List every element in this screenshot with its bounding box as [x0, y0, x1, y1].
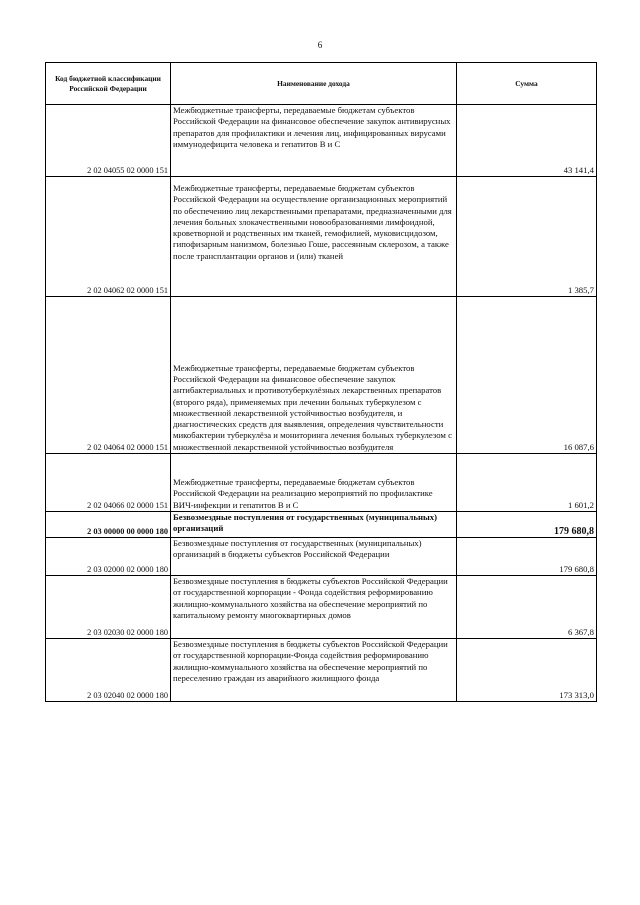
row-name: Безвозмездные поступления от государственных (муниципальных) организаций: [171, 512, 457, 538]
row-name: Межбюджетные трансферты, передаваемые бюджетам субъектов Российской Федерации на осуществление организационных мероприятий по обеспечению лиц лекарственными препаратами, предназначенными для лечения больных злокачественными новообразованиями лимфоидной, кроветворной и родственных им тканей, гемофилией, муковисцидозом, гипофизарным нанизмом, болезнью Гоше, рассеянным склерозом, а также после трансплантации органов и (или) тканей: [171, 177, 457, 297]
row-name: Межбюджетные трансферты, передаваемые бюджетам субъектов Российской Федерации на финансовое обеспечение закупок антибактериальных и противотуберкулёзных лекарственных препаратов (второго ряда), применяемых при лечении больных туберкулезом с множественной лекарственной устойчивостью возбудителя, и диагностических средств для выявления, определения чувствительности микобактерии туберкулёза и мониторинга лечения больных туберкулезом с множественной лекарственной устойчивостью возбудителя: [171, 297, 457, 454]
table-row: [46, 512, 597, 538]
header-code: Код бюджетной классификации Российской Федерации: [46, 63, 171, 105]
row-code: 2 03 02030 02 0000 180: [46, 576, 171, 639]
row-code: 2 02 04055 02 0000 151: [46, 105, 171, 177]
row-name: Безвозмездные поступления в бюджеты субъектов Российской Федерации от государственной корпорации-Фонда содействия реформированию жилищно-коммунального хозяйства на обеспечение мероприятий по переселению граждан из аварийного жилищного фонда: [171, 639, 457, 702]
row-sum: 173 313,0: [457, 639, 597, 702]
row-sum: 6 367,8: [457, 576, 597, 639]
page-number: 6: [317, 40, 323, 50]
row-sum: 1 385,7: [457, 177, 597, 297]
row-name: Межбюджетные трансферты, передаваемые бюджетам субъектов Российской Федерации на финансовое обеспечение закупок антивирусных препаратов для профилактики и лечения лиц, инфицированных вирусами иммунодефицита человека и гепатитов В и С: [171, 105, 457, 177]
header-sum: Сумма: [457, 63, 597, 105]
table-row: [46, 177, 597, 297]
row-sum: 179 680,8: [457, 538, 597, 576]
row-sum: 1 601,2: [457, 454, 597, 512]
row-code: 2 03 02000 02 0000 180: [46, 538, 171, 576]
row-sum: 43 141,4: [457, 105, 597, 177]
row-name: Межбюджетные трансферты, передаваемые бюджетам субъектов Российской Федерации на реализацию мероприятий по профилактике ВИЧ-инфекции и гепатитов В и С: [171, 454, 457, 512]
row-code: 2 03 02040 02 0000 180: [46, 639, 171, 702]
row-code: 2 03 00000 00 0000 180: [46, 512, 171, 538]
row-code: 2 02 04066 02 0000 151: [46, 454, 171, 512]
row-name: Безвозмездные поступления от государственных (муниципальных) организаций в бюджеты субъектов Российской Федерации: [171, 538, 457, 576]
table-row: [46, 538, 597, 576]
table-row: [46, 297, 597, 454]
table-row: [46, 639, 597, 702]
revenue-table: [45, 62, 597, 702]
row-sum: 16 087,6: [457, 297, 597, 454]
row-code: 2 02 04062 02 0000 151: [46, 177, 171, 297]
table-header-row: [46, 63, 597, 105]
table-row: [46, 454, 597, 512]
row-name: Безвозмездные поступления в бюджеты субъектов Российской Федерации от государственной корпорации - Фонда содействия реформированию жилищно-коммунального хозяйства на обеспечение мероприятий по капитальному ремонту многоквартирных домов: [171, 576, 457, 639]
table-row: [46, 576, 597, 639]
row-sum: 179 680,8: [457, 512, 597, 538]
header-name: Наименование дохода: [171, 63, 457, 105]
row-code: 2 02 04064 02 0000 151: [46, 297, 171, 454]
table-row: [46, 105, 597, 177]
